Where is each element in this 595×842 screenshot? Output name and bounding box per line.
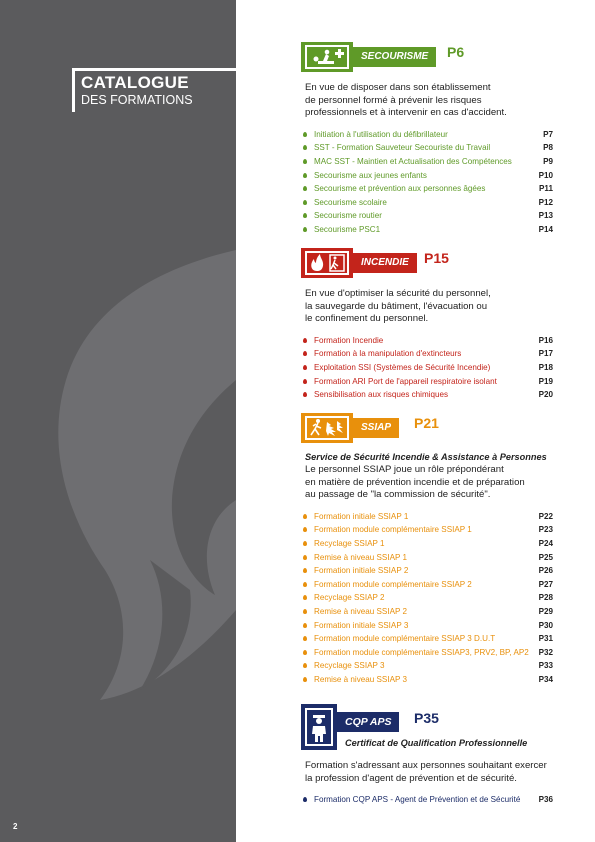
item-page: P7: [543, 129, 553, 139]
item-page: P23: [538, 525, 553, 535]
item-page: P17: [538, 349, 553, 359]
list-item[interactable]: [301, 510, 553, 524]
list-item[interactable]: [301, 223, 553, 237]
item-label: Recyclage SSIAP 2: [314, 593, 385, 603]
leaf-bullet-icon: [303, 145, 307, 150]
list-item[interactable]: [301, 605, 553, 619]
item-label: Recyclage SSIAP 3: [314, 661, 385, 671]
list-item[interactable]: [301, 128, 553, 142]
item-label: Formation initiale SSIAP 2: [314, 566, 409, 576]
item-label: SST - Formation Sauveteur Secouriste du Travail: [314, 143, 491, 153]
leaf-bullet-icon: [303, 213, 307, 218]
list-item[interactable]: [301, 169, 553, 183]
leaf-bullet-icon: [303, 527, 307, 532]
list-item[interactable]: [301, 196, 553, 210]
item-page: P12: [538, 197, 553, 207]
catalogue-title-box: [72, 68, 236, 112]
leaf-bullet-icon: [303, 379, 307, 384]
first-aid-icon: [301, 42, 353, 72]
leaf-bullet-icon: [303, 568, 307, 573]
list-item[interactable]: [301, 646, 553, 660]
item-page: P36: [538, 795, 553, 805]
security-agent-icon: [301, 704, 337, 750]
ssiap-banner: [301, 413, 553, 443]
item-label: Remise à niveau SSIAP 3: [314, 674, 407, 684]
ssiap-list: [301, 510, 553, 687]
item-page: P13: [538, 211, 553, 221]
item-page: P31: [538, 634, 553, 644]
item-page: P11: [539, 184, 553, 194]
intro-line: Le personnel SSIAP joue un rôle prépondérant: [305, 464, 504, 475]
list-item[interactable]: [301, 673, 553, 687]
item-label: Formation Incendie: [314, 335, 384, 345]
running-person-fire-icon: [301, 413, 353, 443]
leaf-bullet-icon: [303, 159, 307, 164]
ssiap-page: P21: [414, 415, 439, 431]
leaf-bullet-icon: [303, 609, 307, 614]
list-item[interactable]: [301, 388, 553, 402]
leaf-bullet-icon: [303, 650, 307, 655]
intro-line: en matière de prévention incendie et de préparation: [305, 476, 525, 488]
leaf-bullet-icon: [303, 555, 307, 560]
item-label: Formation module complémentaire SSIAP 1: [314, 525, 472, 535]
item-label: Remise à niveau SSIAP 1: [314, 552, 407, 562]
intro-line: de personnel formé à prévenir les risques: [305, 94, 482, 106]
list-item[interactable]: [301, 209, 553, 223]
section-cqp-aps: [301, 704, 553, 807]
incendie-intro: [305, 288, 553, 326]
item-label: Formation CQP APS - Agent de Prévention et de Sécurité: [314, 795, 521, 805]
list-item[interactable]: [301, 632, 553, 646]
list-item[interactable]: [301, 551, 553, 565]
item-page: P19: [538, 376, 553, 386]
list-item[interactable]: [301, 361, 553, 375]
item-page: P33: [538, 661, 553, 671]
item-page: P24: [538, 538, 553, 548]
item-page: P20: [538, 390, 553, 400]
leaf-bullet-icon: [303, 173, 307, 178]
secourisme-page: P6: [447, 44, 465, 60]
item-page: P32: [538, 647, 553, 657]
leaf-bullet-icon: [303, 132, 307, 137]
cqp-banner: [301, 704, 553, 750]
item-page: P34: [538, 674, 553, 684]
cqp-label: CQP APS: [337, 712, 399, 732]
leaf-bullet-icon: [303, 514, 307, 519]
list-item[interactable]: [301, 155, 553, 169]
item-label: MAC SST - Maintien et Actualisation des Compétences: [314, 156, 512, 166]
intro-line: En vue d'optimiser la sécurité du personnel,: [305, 288, 491, 299]
intro-line: au passage de "la commission de sécurité".: [305, 489, 491, 501]
secourisme-list: [301, 128, 553, 237]
intro-line: professionnels et à intervenir en cas d'accident.: [305, 107, 507, 119]
intro-line: Formation s'adressant aux personnes souhaitant exercer: [305, 760, 547, 771]
list-item[interactable]: [301, 141, 553, 155]
incendie-list: [301, 334, 553, 402]
item-page: P25: [538, 552, 553, 562]
section-secourisme: [301, 42, 553, 237]
list-item[interactable]: [301, 523, 553, 537]
leaf-bullet-icon: [303, 392, 307, 397]
item-page: P8: [543, 143, 553, 153]
catalogue-subtitle: DES FORMATIONS: [81, 93, 193, 107]
catalogue-title: CATALOGUE: [81, 73, 189, 92]
item-page: P26: [538, 566, 553, 576]
incendie-page: P15: [424, 250, 449, 266]
secourisme-label: SECOURISME: [353, 47, 436, 67]
list-item[interactable]: [301, 564, 553, 578]
item-label: Exploitation SSI (Systèmes de Sécurité Incendie): [314, 362, 491, 372]
cqp-page: P35: [414, 710, 439, 726]
item-page: P30: [538, 620, 553, 630]
leaf-bullet-icon: [303, 677, 307, 682]
section-ssiap: [301, 413, 553, 687]
list-item[interactable]: [301, 591, 553, 605]
leaf-bullet-icon: [303, 351, 307, 356]
list-item[interactable]: [301, 537, 553, 551]
list-item[interactable]: [301, 347, 553, 361]
intro-line: la sauvegarde du bâtiment, l'évacuation ou: [305, 300, 488, 312]
item-label: Initiation à l'utilisation du défibrillateur: [314, 129, 448, 139]
item-label: Secourisme et prévention aux personnes âgées: [314, 184, 486, 194]
list-item[interactable]: [301, 793, 553, 807]
leaf-bullet-icon: [303, 186, 307, 191]
intro-line: En vue de disposer dans son établissement: [305, 82, 491, 93]
cqp-subtitle: Certificat de Qualification Professionnelle: [345, 738, 528, 748]
item-label: Formation initiale SSIAP 1: [314, 511, 409, 521]
item-label: Formation à la manipulation d'extincteurs: [314, 349, 462, 359]
list-item[interactable]: [301, 182, 553, 196]
item-page: P28: [538, 593, 553, 603]
list-item[interactable]: [301, 334, 553, 348]
fire-exit-icon: [301, 248, 353, 278]
item-label: Recyclage SSIAP 1: [314, 538, 385, 548]
leaf-bullet-icon: [303, 595, 307, 600]
list-item[interactable]: [301, 375, 553, 389]
leaf-bullet-icon: [303, 623, 307, 628]
ssiap-intro: [305, 464, 553, 502]
leaf-bullet-icon: [303, 797, 307, 802]
item-page: P14: [538, 224, 553, 234]
leaf-bullet-icon: [303, 636, 307, 641]
item-label: Sensibilisation aux risques chimiques: [314, 390, 449, 400]
ssiap-label: SSIAP: [353, 418, 399, 438]
intro-line: le confinement du personnel.: [305, 313, 429, 325]
leaf-bullet-icon: [303, 338, 307, 343]
ssiap-subtitle: Service de Sécurité Incendie & Assistance à Personnes: [305, 452, 547, 462]
item-label: Secourisme aux jeunes enfants: [314, 170, 427, 180]
item-label: Formation ARI Port de l'appareil respiratoire isolant: [314, 376, 497, 386]
item-label: Formation module complémentaire SSIAP 3 D.U.T: [314, 634, 496, 644]
list-item[interactable]: [301, 659, 553, 673]
leaf-bullet-icon: [303, 200, 307, 205]
cqp-intro: [305, 760, 553, 785]
secourisme-intro: [305, 82, 553, 120]
item-label: Formation initiale SSIAP 3: [314, 620, 409, 630]
intro-line: la profession d'agent de prévention et de sécurité.: [305, 772, 517, 784]
item-label: Formation module complémentaire SSIAP 2: [314, 579, 472, 589]
leaf-bullet-icon: [303, 582, 307, 587]
leaf-bullet-icon: [303, 365, 307, 370]
leaf-bullet-icon: [303, 663, 307, 668]
left-panel: [0, 0, 236, 842]
list-item[interactable]: [301, 578, 553, 592]
section-incendie: [301, 248, 553, 402]
item-page: P22: [538, 511, 553, 521]
leaf-bullet-icon: [303, 227, 307, 232]
item-label: Secourisme routier: [314, 211, 382, 221]
incendie-banner: [301, 248, 553, 278]
item-label: Remise à niveau SSIAP 2: [314, 606, 407, 616]
item-page: P9: [543, 156, 553, 166]
leaf-bullet-icon: [303, 541, 307, 546]
list-item[interactable]: [301, 619, 553, 633]
page-number: 2: [13, 822, 18, 831]
item-page: P27: [538, 579, 553, 589]
incendie-label: INCENDIE: [353, 253, 417, 273]
item-label: Secourisme scolaire: [314, 197, 387, 207]
item-page: P29: [538, 606, 553, 616]
flame-logo-icon: [0, 0, 236, 842]
secourisme-banner: [301, 42, 553, 72]
item-page: P16: [538, 335, 553, 345]
cqp-list: [301, 793, 553, 807]
item-page: P10: [538, 170, 553, 180]
item-label: Formation module complémentaire SSIAP3, PRV2, BP, AP2: [314, 647, 529, 657]
item-label: Secourisme PSC1: [314, 224, 381, 234]
item-page: P18: [538, 362, 553, 372]
